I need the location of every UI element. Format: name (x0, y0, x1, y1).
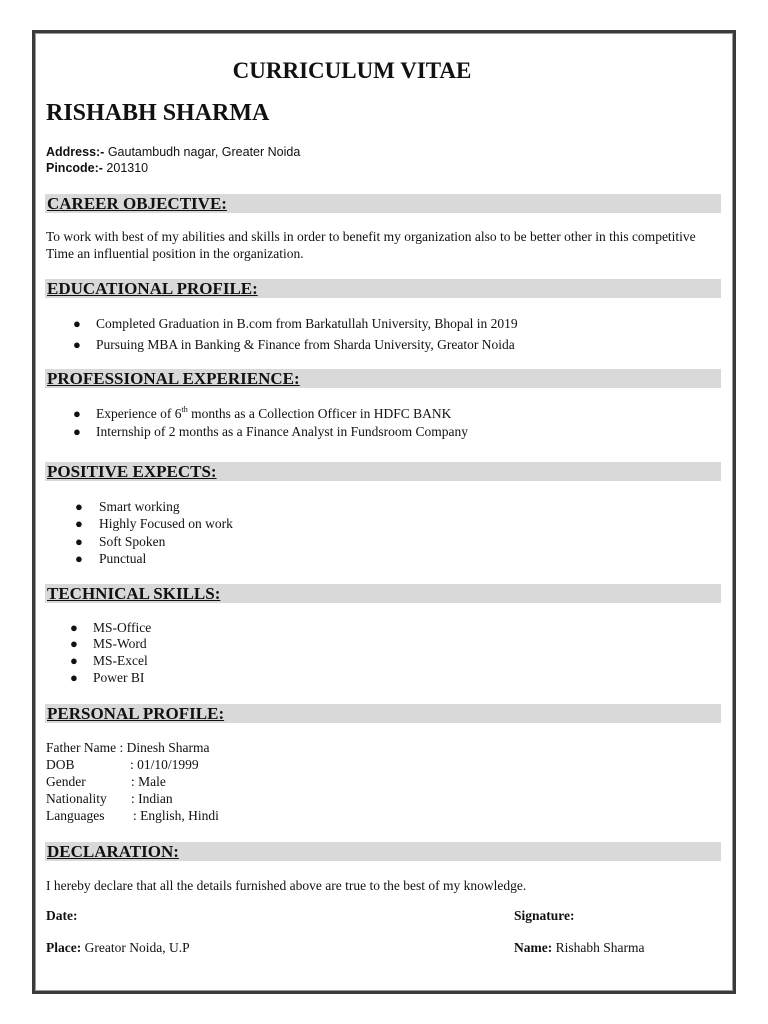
bullet-icon: ● (75, 499, 83, 514)
address-value: Gautambudh nagar, Greater Noida (104, 145, 301, 159)
educational-profile-heading-band (45, 279, 721, 298)
career-objective-text: To work with best of my abilities and skills in order to benefit my organization also to be better other in this competitive Time an influential position in the organization. (46, 229, 696, 261)
bullet-icon: ● (73, 316, 81, 331)
date-label: Date: (46, 908, 78, 923)
pincode-value: 201310 (102, 161, 149, 175)
personal-row-value: : Male (131, 774, 166, 789)
name-value: Rishabh Sharma (552, 940, 645, 955)
personal-row-key: Languages (46, 808, 105, 823)
educational-profile-heading: EDUCATIONAL PROFILE: (47, 279, 258, 298)
positive-item: Smart working (99, 499, 180, 514)
bullet-icon: ● (70, 620, 78, 635)
personal-row (46, 807, 219, 824)
bullet-icon: ● (70, 636, 78, 651)
professional-experience-heading: PROFESSIONAL EXPERIENCE: (47, 369, 300, 388)
pincode-label: Pincode:- (46, 161, 103, 175)
name-label: Name: (514, 940, 553, 955)
skill-item: MS-Excel (93, 653, 148, 668)
experience-item (96, 405, 451, 422)
bullet-icon: ● (75, 534, 83, 549)
personal-profile-heading: PERSONAL PROFILE: (47, 704, 225, 723)
declaration-heading-band (45, 842, 721, 861)
declaration-heading: DECLARATION: (47, 842, 179, 861)
bullet-icon: ● (73, 406, 81, 421)
positive-item: Highly Focused on work (99, 516, 233, 531)
personal-row (46, 739, 209, 756)
skill-item: MS-Word (93, 636, 147, 651)
signature-field (514, 908, 575, 924)
bullet-icon: ● (73, 337, 81, 352)
skill-item: Power BI (93, 670, 145, 685)
personal-row-value: : Indian (131, 791, 173, 806)
personal-row-key: DOB (46, 757, 75, 772)
experience-item-text: Experience of 6 (96, 406, 182, 421)
date-field (46, 908, 77, 924)
bullet-icon: ● (70, 653, 78, 668)
personal-row-key: Gender (46, 774, 86, 789)
positive-expects-heading: POSITIVE EXPECTS: (47, 462, 217, 481)
personal-row (46, 790, 173, 807)
career-objective-heading-band (45, 194, 721, 213)
place-value: Greator Noida, U.P (81, 940, 190, 955)
personal-row-value: : 01/10/1999 (130, 757, 199, 772)
address-label: Address:- (46, 145, 105, 159)
bullet-icon: ● (75, 516, 83, 531)
bullet-icon: ● (70, 670, 78, 685)
career-objective-heading: CAREER OBJECTIVE: (47, 194, 227, 213)
personal-row (46, 756, 199, 773)
candidate-name: RISHABH SHARMA (46, 100, 270, 126)
positive-item: Soft Spoken (99, 534, 166, 549)
document-title: CURRICULUM VITAE (232, 58, 472, 83)
technical-skills-heading: TECHNICAL SKILLS: (47, 584, 221, 603)
personal-row-key: Father Name (46, 740, 117, 755)
personal-row (46, 773, 166, 790)
positive-item: Punctual (99, 551, 147, 566)
bullet-icon: ● (73, 424, 81, 439)
pincode-line (46, 161, 148, 175)
place-field (46, 940, 190, 956)
place-label: Place: (46, 940, 82, 955)
skill-item: MS-Office (93, 620, 152, 635)
address-line (46, 145, 300, 159)
experience-item-text: months as a Collection Officer in HDFC BANK (187, 406, 452, 421)
name-field (514, 940, 644, 956)
technical-skills-heading-band (45, 584, 721, 603)
education-item: Pursuing MBA in Banking & Finance from Sharda University, Greator Noida (96, 337, 515, 352)
personal-row-key: Nationality (46, 791, 107, 806)
bullet-icon: ● (75, 551, 83, 566)
professional-experience-heading-band (45, 369, 721, 388)
personal-row-value: : English, Hindi (133, 808, 219, 823)
declaration-text: I hereby declare that all the details furnished above are true to the best of my knowledge. (46, 878, 527, 893)
personal-row-value: : Dinesh Sharma (119, 740, 210, 755)
positive-expects-heading-band (45, 462, 721, 481)
personal-profile-heading-band (45, 704, 721, 723)
experience-item: Internship of 2 months as a Finance Analyst in Fundsroom Company (96, 424, 468, 439)
education-item: Completed Graduation in B.com from Barkatullah University, Bhopal in 2019 (96, 316, 518, 331)
ordinal-suffix: th (181, 405, 188, 414)
signature-label: Signature: (514, 908, 575, 923)
